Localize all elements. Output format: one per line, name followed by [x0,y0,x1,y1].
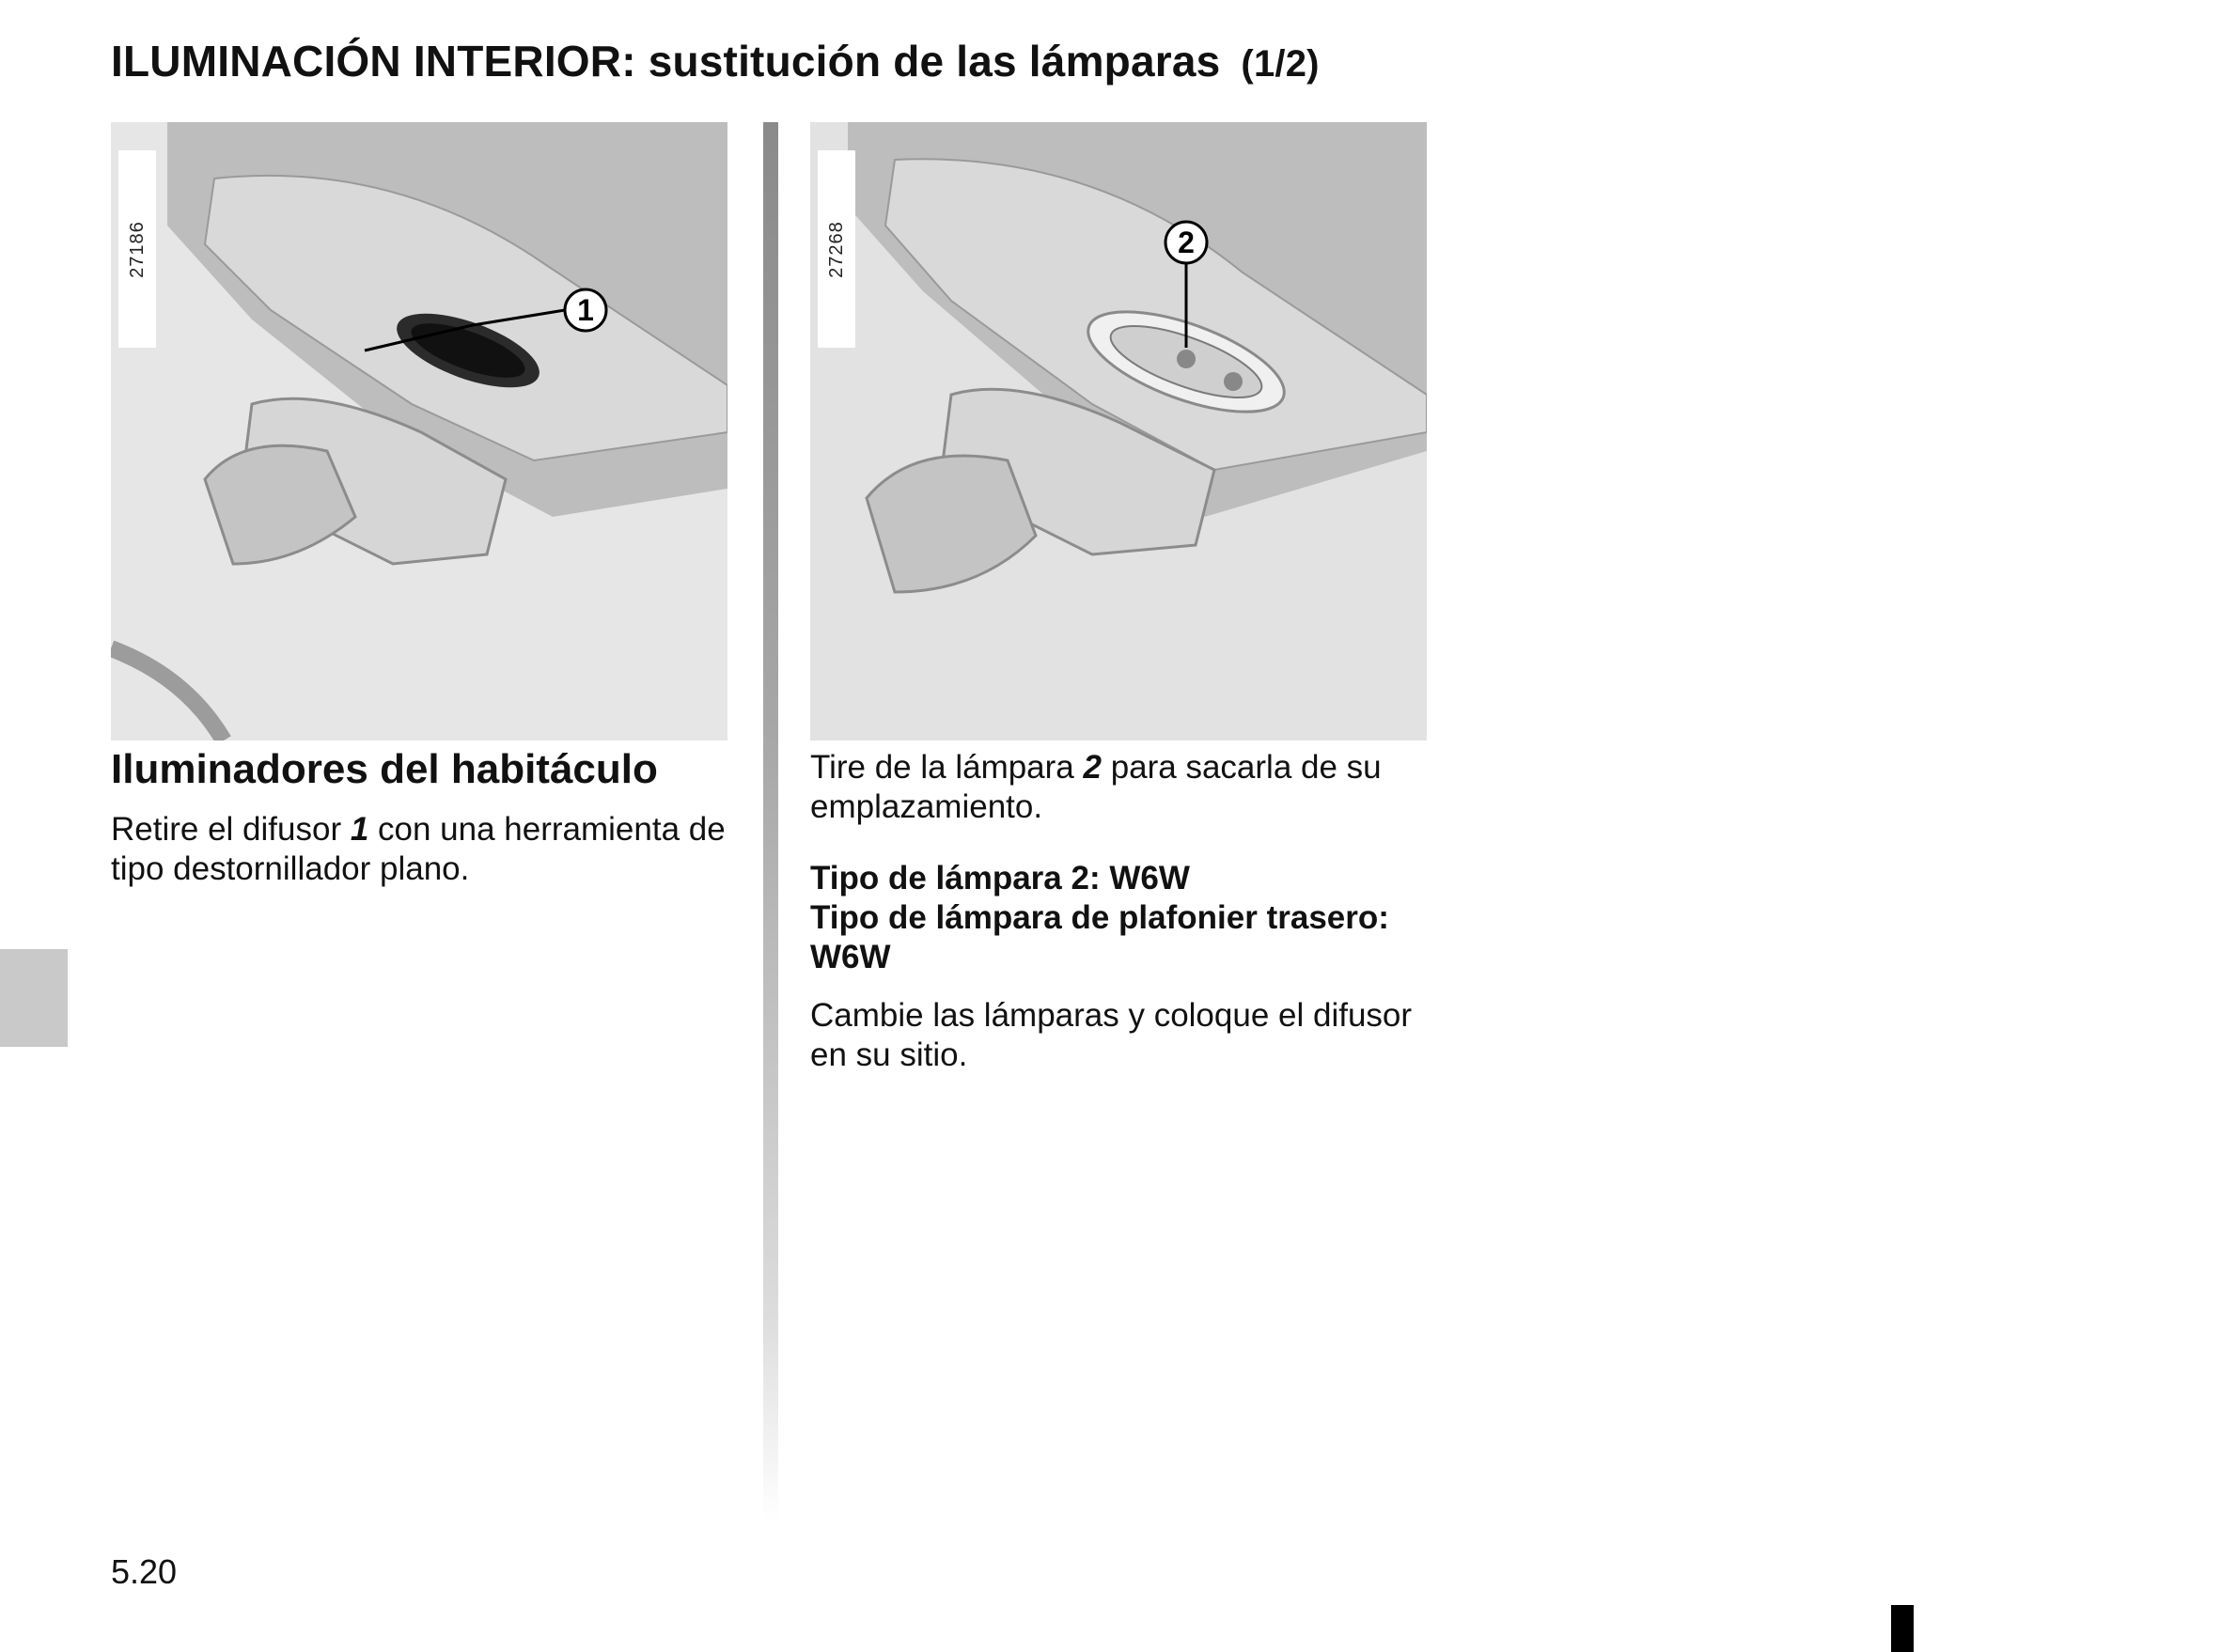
paragraph-text: Tire de la lámpara [810,749,1084,786]
figure-code-1 [118,150,156,348]
lamp-type-1: Tipo de lámpara 2: W6W [810,860,1190,896]
illustration-roof-light-2 [810,122,1427,740]
figure-front-courtesy-light [111,122,727,740]
figure-code-1-text: 27186 [126,220,148,278]
chapter-tab [0,949,68,1047]
page-number: 5.20 [111,1552,178,1591]
paragraph-text: para sacarla de su emplazamiento. [810,749,1382,825]
callout-2-label: 2 [1178,226,1195,259]
paragraph-remove-diffuser [111,810,750,889]
paragraph-pull-lamp [810,748,1449,827]
page-title [111,36,1320,86]
end-of-section-mark [1891,1605,1914,1652]
paragraph-text: Retire el difusor [111,811,351,848]
page-title-text: ILUMINACIÓN INTERIOR: sustitución de las lámparas [111,37,1221,86]
page-part-indicator: (1/2) [1241,43,1320,85]
illustration-roof-light-1 [111,122,727,740]
lamp-type-spec [810,859,1449,977]
lamp-type-2: Tipo de lámpara de plafonier trasero: W6W [810,899,1389,975]
reference-number: 1 [350,811,369,848]
figure-lamp-removal [810,122,1427,740]
callout-1-label: 1 [577,293,594,327]
column-divider [763,122,778,1522]
section-title: Iluminadores del habitáculo [111,746,658,792]
reference-number: 2 [1083,749,1102,786]
paragraph-replace-lamps: Cambie las lámparas y coloque el difusor en su sitio. [810,997,1413,1073]
figure-code-2-text: 27268 [825,220,847,278]
paragraph-text: con una herramienta de tipo destornillador plano. [111,811,726,887]
figure-code-2 [818,150,855,348]
